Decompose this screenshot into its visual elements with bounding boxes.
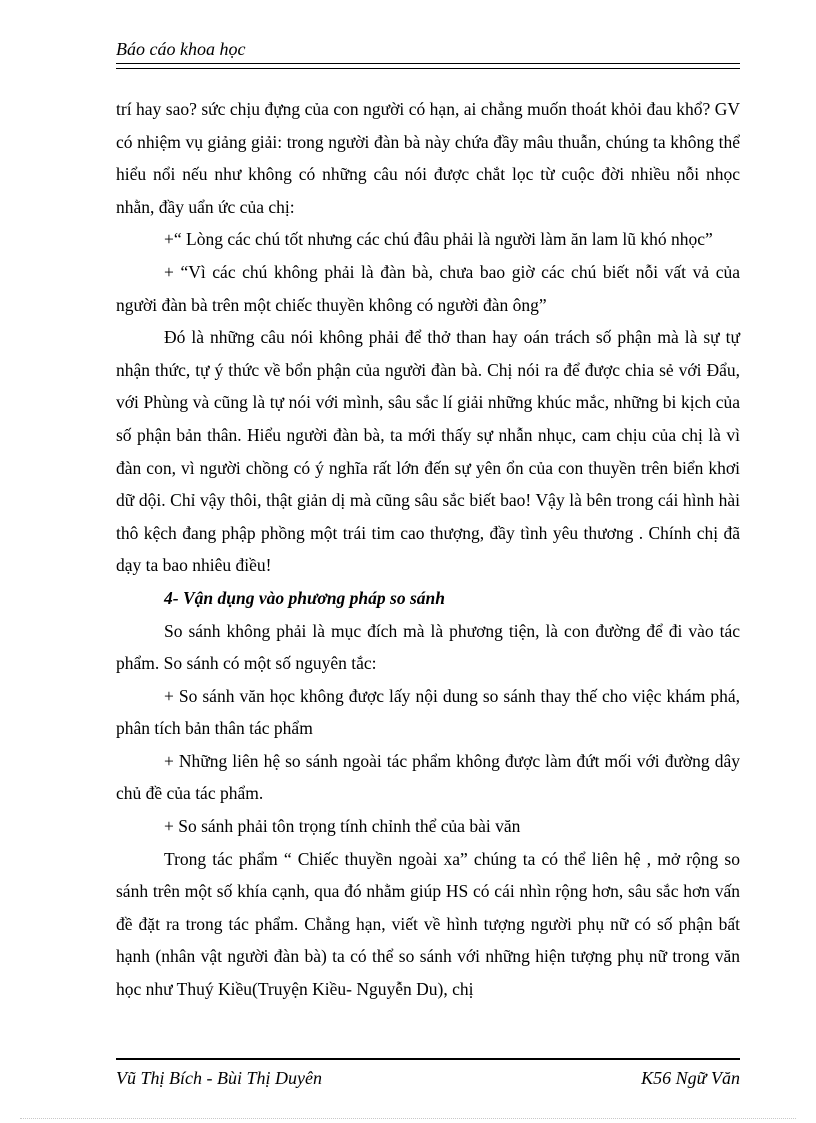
footer-rule xyxy=(116,1058,740,1060)
paragraph-continuation: trí hay sao? sức chịu đựng của con người có hạn, ai chẳng muốn thoát khỏi đau khổ? GV có nhiệm vụ giảng giải: trong người đàn bà này chứa đầy mâu thuẫn, chúng ta không thể hiểu nổi nếu như không có những câu nói được chắt lọc từ cuộc đời nhiều nỗi nhọc nhằn, đầy uẩn ức của chị: xyxy=(116,99,740,217)
quote-item-2: + “Vì các chú không phải là đàn bà, chưa bao giờ các chú biết nỗi vất vả của người đàn bà trên một chiếc thuyền không có người đàn ông” xyxy=(116,261,740,315)
page-header xyxy=(116,38,740,69)
footer-class: K56 Ngữ Văn xyxy=(641,1068,740,1088)
principle-item-1: + So sánh văn học không được lấy nội dung so sánh thay thế cho việc khám phá, phân tích bản thân tác phẩm xyxy=(116,685,740,739)
document-body xyxy=(116,93,740,1006)
paragraph-example: Trong tác phẩm “ Chiếc thuyền ngoài xa” chúng ta có thể liên hệ , mở rộng so sánh trên một số khía cạnh, qua đó nhằm giúp HS có cái nhìn rộng hơn, sâu sắc hơn vấn đề đặt ra trong tác phẩm. Chẳng hạn, viết về hình tượng người phụ nữ có số phận bất hạnh (nhân vật người đàn bà) ta có thể so sánh với những hiện tượng phụ nữ trong văn học như Thuý Kiều(Truyện Kiều- Nguyễn Du), chị xyxy=(116,848,740,1000)
page-footer xyxy=(116,1058,740,1089)
header-title: Báo cáo khoa học xyxy=(116,39,246,59)
paragraph-analysis: Đó là những câu nói không phải để thở than hay oán trách số phận mà là sự tự nhận thức, tự ý thức về bổn phận của người đàn bà. Chị nói ra để được chia sẻ với Đẩu, với Phùng và cũng là tự nói với mình, sâu sắc lí giải những khúc mắc, những bi kịch của số phận bản thân. Hiểu người đàn bà, ta mới thấy sự nhẫn nhục, cam chịu của chị là vì đàn con, vì người chồng có ý nghĩa rất lớn đến sự yên ổn của con thuyền trên biển khơi dữ dội. Chỉ vậy thôi, thật giản dị mà cũng sâu sắc biết bao! Vậy là bên trong cái hình hài thô kệch đang phập phồng một trái tim cao thượng, đầy tình yêu thương . Chính chị đã dạy ta bao nhiêu điều! xyxy=(116,327,740,576)
section-heading: 4- Vận dụng vào phương pháp so sánh xyxy=(164,587,445,608)
quote-item-1: +“ Lòng các chú tốt nhưng các chú đâu phải là người làm ăn lam lũ khó nhọc” xyxy=(164,229,713,250)
footer-authors: Vũ Thị Bích - Bùi Thị Duyên xyxy=(116,1068,322,1088)
page-bottom-edge xyxy=(20,1118,796,1119)
paragraph-comparison-intro: So sánh không phải là mục đích mà là phương tiện, là con đường để đi vào tác phẩm. So sánh có một số nguyên tắc: xyxy=(116,620,740,674)
header-double-rule xyxy=(116,63,740,69)
principle-item-3: + So sánh phải tôn trọng tính chỉnh thể của bài văn xyxy=(164,816,521,837)
principle-item-2: + Những liên hệ so sánh ngoài tác phẩm không được làm đứt mối với đường dây chủ đề của tác phẩm. xyxy=(116,750,740,804)
